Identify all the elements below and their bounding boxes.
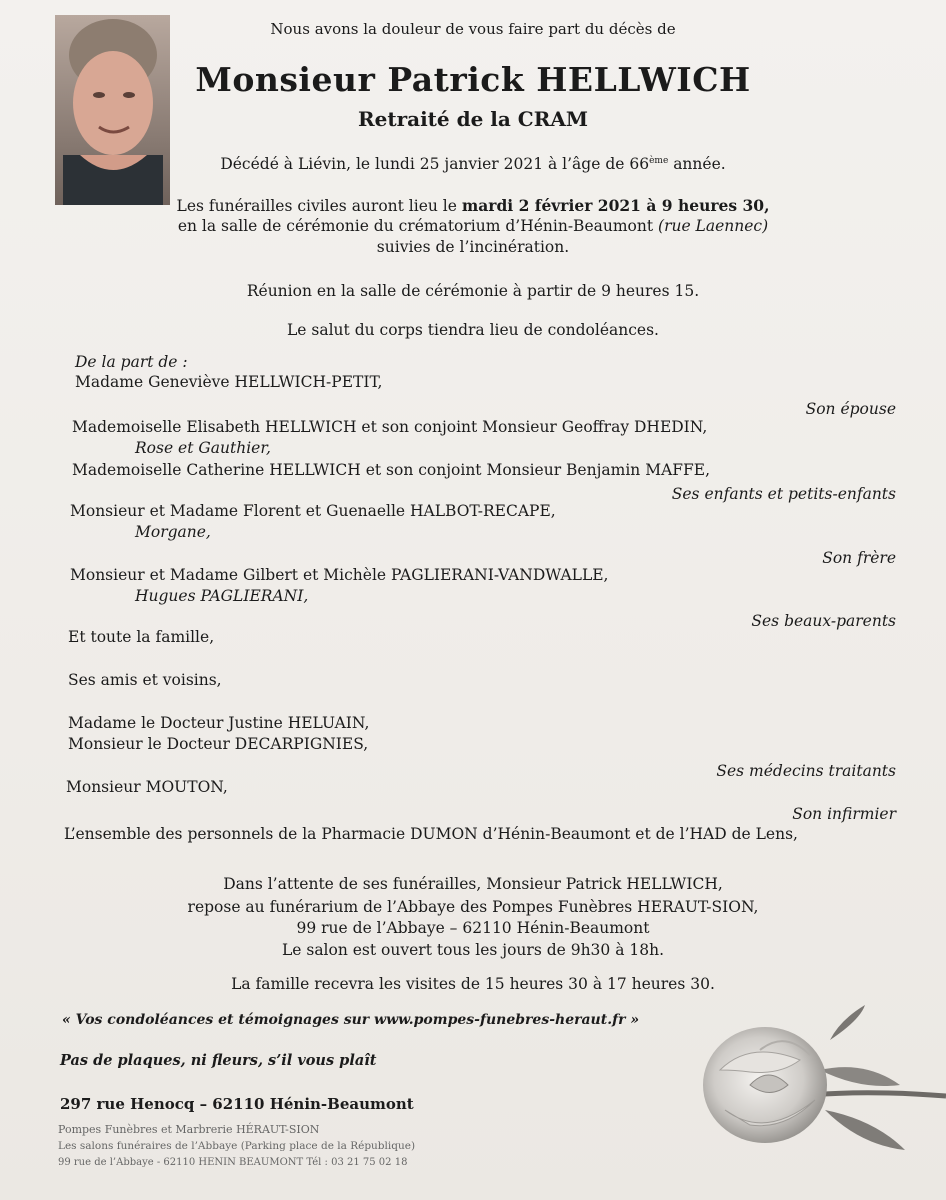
spouse-name: Madame Geneviève HELLWICH-PETIT, — [75, 373, 383, 391]
child-2: Mademoiselle Catherine HELLWICH et son conjoint Monsieur Benjamin MAFFE, — [72, 461, 711, 479]
rest-line-4: Le salon est ouvert tous les jours de 9h30 à 18h. — [281, 941, 665, 959]
rest-line-1: Dans l’attente de ses funérailles, Monsieur Patrick HELLWICH, — [223, 875, 723, 893]
inlaws-name: Monsieur et Madame Gilbert et Michèle PAGLIERANI-VANDWALLE, — [70, 566, 609, 584]
company-line-3: 99 rue de l’Abbaye - 62110 HENIN BEAUMONT Tél : 03 21 75 02 18 — [58, 1157, 408, 1168]
inlaws-child: Hugues PAGLIERANI, — [135, 587, 309, 605]
deceased-name: Monsieur Patrick HELLWICH — [195, 60, 751, 99]
rest-line-3: 99 rue de l’Abbaye – 62110 Hénin-Beaumont — [296, 919, 650, 937]
intro-text: Nous avons la douleur de vous faire part du décès de — [270, 20, 676, 38]
death-details: Décédé à Liévin, le lundi 25 janvier 2021 à l’âge de 66ème année. — [220, 155, 726, 173]
funeral-line-2: en la salle de cérémonie du crématorium d’Hénin-Beaumont (rue Laennec) — [177, 217, 769, 235]
meeting-text: Réunion en la salle de cérémonie à partir de 9 heures 15. — [246, 282, 700, 300]
funeral-line-1: Les funérailles civiles auront lieu le mardi 2 février 2021 à 9 heures 30, — [176, 196, 770, 215]
sibling-child: Morgane, — [135, 523, 211, 541]
de-la-part-label: De la part de : — [75, 353, 188, 371]
sibling-role: Son frère — [822, 549, 896, 567]
visits-text: La famille recevra les visites de 15 heures 30 à 17 heures 30. — [231, 975, 715, 993]
child-1: Mademoiselle Elisabeth HELLWICH et son conjoint Monsieur Geoffray DHEDIN, — [72, 418, 708, 436]
no-flowers-text: Pas de plaques, ni fleurs, s’il vous plaît — [60, 1052, 377, 1069]
rose-illustration — [690, 1000, 946, 1190]
doctor-1: Madame le Docteur Justine HELUAIN, — [68, 714, 370, 732]
staff-text: L’ensemble des personnels de la Pharmacie DUMON d’Hénin-Beaumont et de l’HAD de Lens, — [64, 825, 798, 843]
sibling-name: Monsieur et Madame Florent et Guenaelle HALBOT-RECAPE, — [70, 502, 556, 520]
company-line-2: Les salons funéraires de l’Abbaye (Parking place de la République) — [58, 1140, 416, 1152]
condolences-link[interactable]: « Vos condoléances et témoignages sur www.pompes-funebres-heraut.fr » — [62, 1012, 640, 1028]
funeral-line-3: suivies de l’incinération. — [376, 238, 570, 256]
funeral-home-address: 297 rue Henocq – 62110 Hénin-Beaumont — [60, 1095, 414, 1113]
grandchildren-1: Rose et Gauthier, — [135, 439, 271, 457]
all-family-text: Et toute la famille, — [68, 628, 215, 646]
nurse-role: Son infirmier — [792, 805, 896, 823]
company-line-1: Pompes Funèbres et Marbrerie HÉRAUT-SION — [58, 1123, 320, 1136]
inlaws-role: Ses beaux-parents — [751, 612, 896, 630]
rest-line-2: repose au funérarium de l’Abbaye des Pompes Funèbres HERAUT-SION, — [187, 898, 759, 916]
friends-text: Ses amis et voisins, — [68, 671, 222, 689]
spouse-role: Son épouse — [805, 400, 896, 418]
nurse-name: Monsieur MOUTON, — [66, 778, 228, 796]
doctor-2: Monsieur le Docteur DECARPIGNIES, — [68, 735, 369, 753]
doctors-role: Ses médecins traitants — [716, 762, 896, 780]
deceased-profession: Retraité de la CRAM — [358, 107, 588, 131]
salute-text: Le salut du corps tiendra lieu de condoléances. — [287, 321, 659, 339]
children-role: Ses enfants et petits-enfants — [671, 485, 896, 503]
